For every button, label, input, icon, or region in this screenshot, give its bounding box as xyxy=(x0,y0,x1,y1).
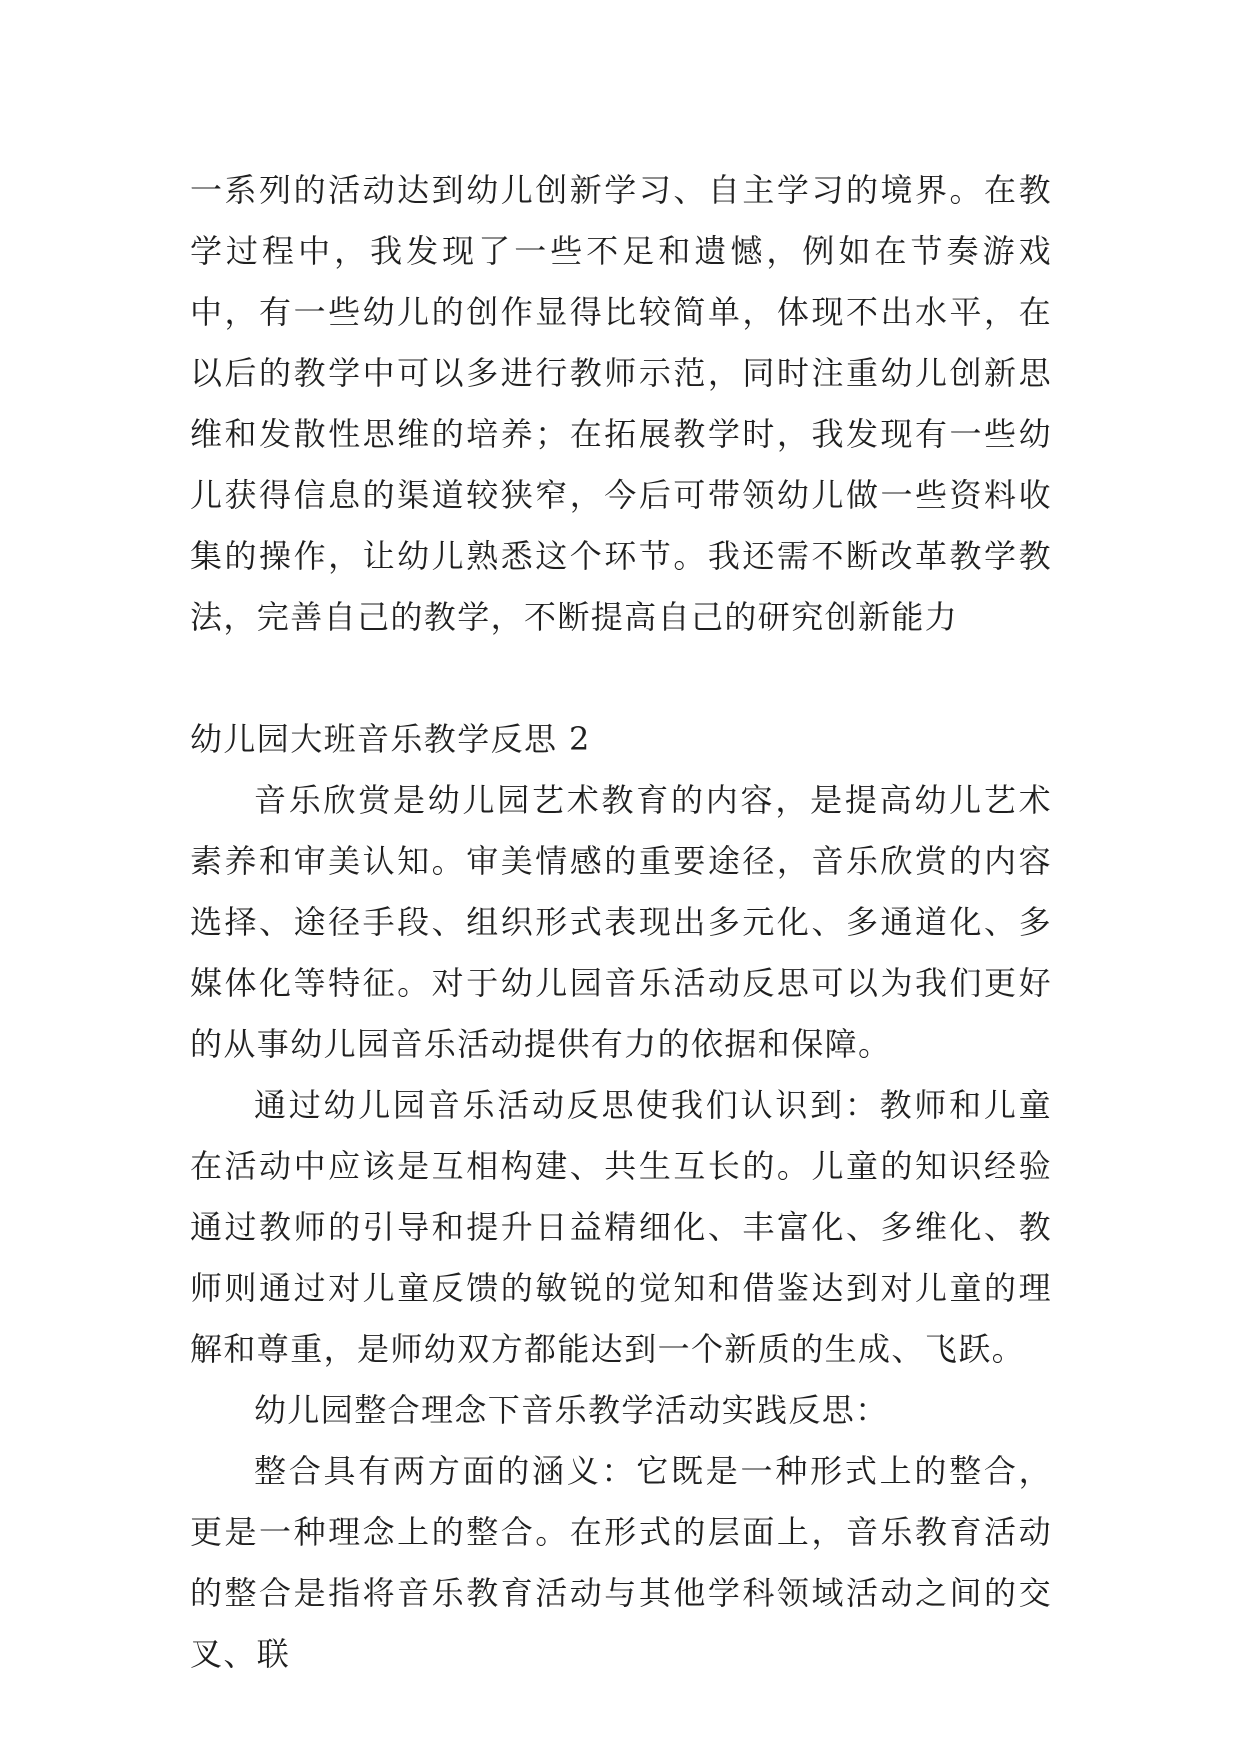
document-body xyxy=(190,160,1052,1685)
body-paragraph-4: 整合具有两方面的涵义：它既是一种形式上的整合，更是一种理念上的整合。在形式的层面上，音乐教育活动的整合是指将音乐教育活动与其他学科领域活动之间的交叉、联 xyxy=(190,1452,1052,1673)
continued-paragraph: 一系列的活动达到幼儿创新学习、自主学习的境界。在教学过程中，我发现了一些不足和遗憾，例如在节奏游戏中，有一些幼儿的创作显得比较简单，体现不出水平，在以后的教学中可以多进行教师示范，同时注重幼儿创新思维和发散性思维的培养；在拓展教学时，我发现有一些幼儿获得信息的渠道较狭窄，今后可带领幼儿做一些资料收集的操作，让幼儿熟悉这个环节。我还需不断改革教学教法，完善自己的教学，不断提高自己的研究创新能力 xyxy=(190,171,1052,636)
body-paragraph-3: 幼儿园整合理念下音乐教学活动实践反思： xyxy=(254,1391,889,1429)
body-paragraph-1: 音乐欣赏是幼儿园艺术教育的内容，是提高幼儿艺术素养和审美认知。审美情感的重要途径，音乐欣赏的内容选择、途径手段、组织形式表现出多元化、多通道化、多媒体化等特征。对于幼儿园音乐活动反思可以为我们更好的从事幼儿园音乐活动提供有力的依据和保障。 xyxy=(190,781,1052,1063)
section-title: 幼儿园大班音乐教学反思 2 xyxy=(190,720,591,758)
body-paragraph-2: 通过幼儿园音乐活动反思使我们认识到：教师和儿童在活动中应该是互相构建、共生互长的。儿童的知识经验通过教师的引导和提升日益精细化、丰富化、多维化、教师则通过对儿童反馈的敏锐的觉知和借鉴达到对儿童的理解和尊重，是师幼双方都能达到一个新质的生成、飞跃。 xyxy=(190,1086,1052,1368)
